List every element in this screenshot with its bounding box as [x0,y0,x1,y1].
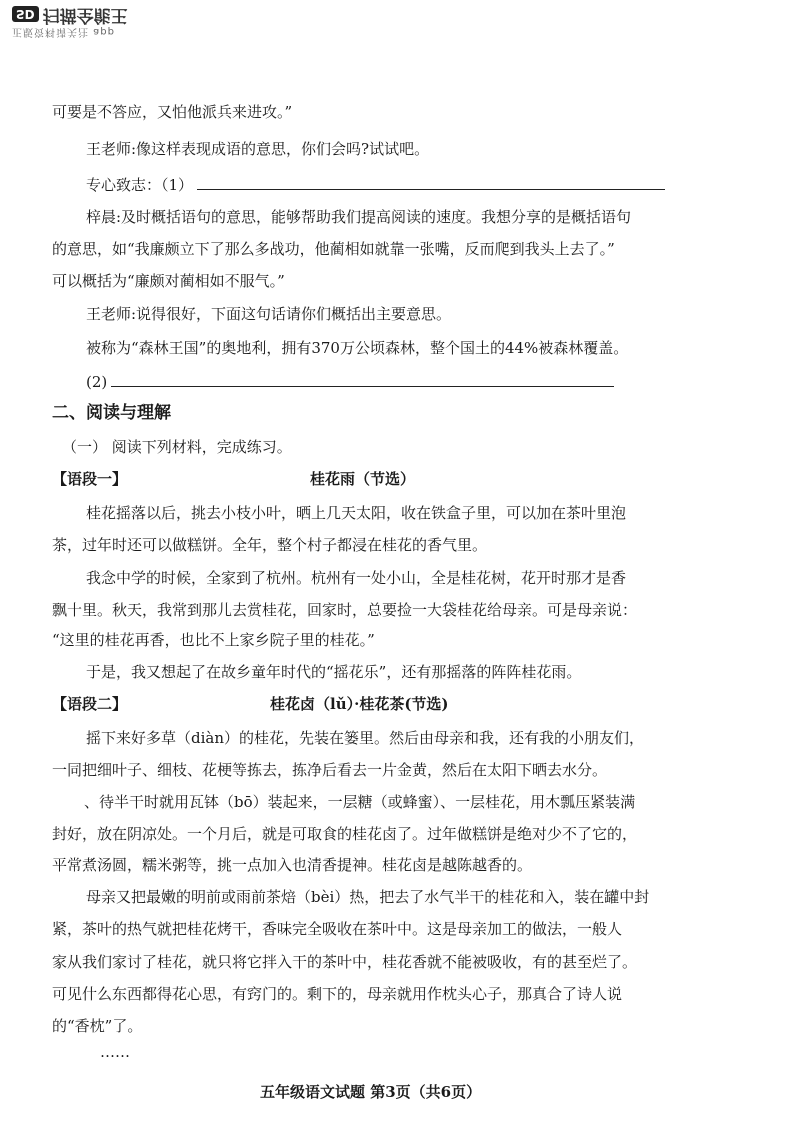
paragraph-line: 家从我们家讨了桂花，就只将它拌入干的茶叶中，桂花香就不能被吸收，有的甚至烂了。 [52,953,638,971]
paragraph-line: 王老师:说得很好，下面这句话请你们概括出主要意思。 [86,305,452,323]
segment-label: 【语段二】 [52,695,128,713]
paragraph-line: 可见什么东西都得花心思，有窍门的。剩下的，母亲就用作枕头心子，那真合了诗人说 [52,985,623,1003]
paragraph-line: “这里的桂花再香，也比不上家乡院子里的桂花。” [52,631,375,649]
paragraph-line: 可以概括为“廉颇对蔺相如不服气。” [52,272,285,290]
paragraph-line: 梓晨:及时概括语句的意思，能够帮助我们提高阅读的速度。我想分享的是概括语句 [86,208,632,226]
paragraph-line: 被称为“森林王国”的奥地利，拥有370万公顷森林，整个国土的44%被森林覆盖。 [86,339,629,357]
paragraph-line: 茶，过年时还可以做糕饼。全年，整个村子都浸在桂花的香气里。 [52,536,488,554]
paragraph-line: 一同把细叶子、细枝、花梗等拣去，拣净后看去一片金黄，然后在太阳下晒去水分。 [52,761,608,779]
paragraph-line: 平常煮汤圆，糯米粥等，挑一点加入也清香提神。桂花卤是越陈越香的。 [52,856,533,874]
paragraph-line: 桂花摇落以后，挑去小枝小叶，晒上几天太阳，收在铁盒子里，可以加在茶叶里泡 [86,504,627,522]
paragraph-line: 母亲又把最嫩的明前或雨前茶焙（bèi）热，把去了水气半干的桂花和入，装在罐中封 [86,888,650,906]
paragraph-line: 的意思，如“我廉颇立下了那么多战功，他蔺相如就靠一张嘴，反而爬到我头上去了。” [52,240,615,258]
paragraph-line: 飘十里。秋天，我常到那儿去赏桂花，回家时，总要捡一大袋桂花给母亲。可是母亲说： [52,601,638,619]
answer-line-1 [86,175,665,193]
paragraph-line: 、待半干时就用瓦钵（bō）装起来，一层糖（或蜂蜜）、一层桂花，用木瓢压紧装满 [84,793,636,811]
segment-title: 桂花雨（节选） [310,470,416,488]
paragraph-line: 于是，我又想起了在故乡童年时代的“摇花乐”，还有那摇落的阵阵桂花雨。 [86,663,582,681]
paragraph-line: 的“香枕”了。 [52,1017,143,1035]
watermark-caption: 正版资料请关注 app [12,26,116,37]
section-heading: 二、阅读与理解 [52,403,171,423]
answer-label: (2) [86,373,108,391]
scanner-watermark [12,6,128,36]
paragraph-line: 紧，茶叶的热气就把桂花烤干，香味完全吸收在茶叶中。这是母亲加工的做法，一般人 [52,920,623,938]
answer-blank-1[interactable] [197,175,665,190]
paragraph-line: 摇下来好多草（diàn）的桂花，先装在篓里。然后由母亲和我，还有我的小朋友们， [86,729,645,747]
page-footer: 五年级语文试题 第3页（共6页） [260,1083,482,1101]
paragraph-line: 封好，放在阴凉处。一个月后，就是可取食的桂花卤了。过年做糕饼是绝对少不了它的， [52,825,638,843]
answer-label: 专心致志：（1） [86,176,194,194]
watermark-logo-icon: SD [12,7,39,23]
answer-blank-2[interactable] [111,372,614,387]
segment-title: 桂花卤（lǔ）·桂花茶(节选) [270,695,449,713]
segment-label: 【语段一】 [52,470,128,488]
watermark-brand: 扫描全能王 [42,5,128,25]
paragraph-line: 王老师:像这样表现成语的意思，你们会吗?试试吧。 [86,140,430,158]
paragraph-line: 可要是不答应，又怕他派兵来进攻。” [52,103,293,121]
paragraph-line: 我念中学的时候，全家到了杭州。杭州有一处小山，全是桂花树，花开时那才是香 [86,569,627,587]
sub-heading: （一） 阅读下列材料，完成练习。 [62,438,292,456]
ellipsis: …… [100,1043,130,1061]
answer-line-2 [86,372,614,390]
